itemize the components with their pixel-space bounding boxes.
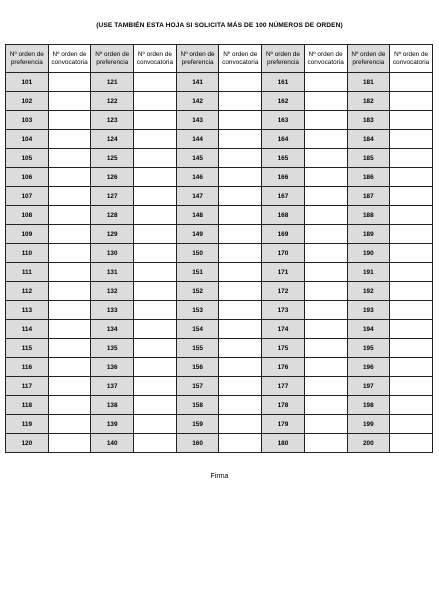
convocatoria-input-cell[interactable] [304, 301, 347, 320]
convocatoria-input-cell[interactable] [304, 92, 347, 111]
table-row [6, 168, 433, 187]
preferencia-number-cell: 131 [91, 263, 134, 282]
convocatoria-input-cell[interactable] [390, 149, 433, 168]
preferencia-number-cell: 146 [176, 168, 219, 187]
preferencia-number-cell: 133 [91, 301, 134, 320]
table-row [6, 111, 433, 130]
convocatoria-input-cell[interactable] [219, 339, 262, 358]
convocatoria-input-cell[interactable] [390, 282, 433, 301]
convocatoria-input-cell[interactable] [304, 358, 347, 377]
header-preferencia: Nº orden de preferencia [262, 45, 305, 73]
preferencia-number-cell: 141 [176, 73, 219, 92]
preferencia-number-cell: 111 [6, 263, 49, 282]
convocatoria-input-cell[interactable] [219, 396, 262, 415]
preferencia-number-cell: 123 [91, 111, 134, 130]
preferencia-number-cell: 183 [347, 111, 390, 130]
preferencia-number-cell: 194 [347, 320, 390, 339]
preferencia-number-cell: 175 [262, 339, 305, 358]
table-row [6, 73, 433, 92]
preferencia-number-cell: 130 [91, 244, 134, 263]
convocatoria-input-cell[interactable] [134, 339, 177, 358]
convocatoria-input-cell[interactable] [219, 111, 262, 130]
preferencia-number-cell: 122 [91, 92, 134, 111]
preferencia-number-cell: 198 [347, 396, 390, 415]
preferencia-number-cell: 164 [262, 130, 305, 149]
preferencia-number-cell: 116 [6, 358, 49, 377]
convocatoria-input-cell[interactable] [304, 225, 347, 244]
preferencia-number-cell: 166 [262, 168, 305, 187]
preferencia-number-cell: 104 [6, 130, 49, 149]
preferencia-number-cell: 150 [176, 244, 219, 263]
convocatoria-input-cell[interactable] [390, 301, 433, 320]
signature-label: Firma [210, 473, 229, 480]
convocatoria-input-cell[interactable] [134, 92, 177, 111]
convocatoria-input-cell[interactable] [48, 225, 91, 244]
convocatoria-input-cell[interactable] [134, 187, 177, 206]
convocatoria-input-cell[interactable] [304, 396, 347, 415]
preferencia-number-cell: 148 [176, 206, 219, 225]
header-convocatoria: Nº orden de convocatoria [390, 45, 433, 73]
preferencia-number-cell: 115 [6, 339, 49, 358]
preferencia-number-cell: 117 [6, 377, 49, 396]
convocatoria-input-cell[interactable] [134, 149, 177, 168]
header-convocatoria: Nº orden de convocatoria [134, 45, 177, 73]
convocatoria-input-cell[interactable] [390, 415, 433, 434]
convocatoria-input-cell[interactable] [48, 358, 91, 377]
preferencia-number-cell: 162 [262, 92, 305, 111]
preferencia-number-cell: 105 [6, 149, 49, 168]
preferencia-number-cell: 171 [262, 263, 305, 282]
table-row [6, 434, 433, 453]
convocatoria-input-cell[interactable] [134, 206, 177, 225]
header-convocatoria: Nº orden de convocatoria [219, 45, 262, 73]
convocatoria-input-cell[interactable] [48, 415, 91, 434]
preferencia-number-cell: 157 [176, 377, 219, 396]
preferencia-number-cell: 137 [91, 377, 134, 396]
preferencia-number-cell: 192 [347, 282, 390, 301]
table-row [6, 282, 433, 301]
preferencia-number-cell: 102 [6, 92, 49, 111]
preferencia-number-cell: 112 [6, 282, 49, 301]
convocatoria-input-cell[interactable] [48, 396, 91, 415]
table-row [6, 301, 433, 320]
convocatoria-input-cell[interactable] [219, 244, 262, 263]
preferencia-number-cell: 128 [91, 206, 134, 225]
header-preferencia: Nº orden de preferencia [91, 45, 134, 73]
preferencia-number-cell: 106 [6, 168, 49, 187]
table-row [6, 377, 433, 396]
convocatoria-input-cell[interactable] [48, 149, 91, 168]
convocatoria-input-cell[interactable] [390, 111, 433, 130]
table-row [6, 225, 433, 244]
convocatoria-input-cell[interactable] [134, 244, 177, 263]
convocatoria-input-cell[interactable] [390, 434, 433, 453]
preferencia-number-cell: 188 [347, 206, 390, 225]
convocatoria-input-cell[interactable] [304, 263, 347, 282]
convocatoria-input-cell[interactable] [48, 206, 91, 225]
preferencia-number-cell: 173 [262, 301, 305, 320]
convocatoria-input-cell[interactable] [219, 92, 262, 111]
convocatoria-input-cell[interactable] [134, 111, 177, 130]
table-row [6, 339, 433, 358]
convocatoria-input-cell[interactable] [134, 225, 177, 244]
preferencia-number-cell: 187 [347, 187, 390, 206]
preferencia-number-cell: 108 [6, 206, 49, 225]
header-preferencia: Nº orden de preferencia [6, 45, 49, 73]
convocatoria-input-cell[interactable] [219, 130, 262, 149]
preferencia-number-cell: 160 [176, 434, 219, 453]
preferencia-number-cell: 107 [6, 187, 49, 206]
preferencia-number-cell: 200 [347, 434, 390, 453]
table-row [6, 263, 433, 282]
convocatoria-input-cell[interactable] [134, 168, 177, 187]
preferencia-number-cell: 163 [262, 111, 305, 130]
convocatoria-input-cell[interactable] [48, 377, 91, 396]
preferencia-number-cell: 169 [262, 225, 305, 244]
preferencia-number-cell: 199 [347, 415, 390, 434]
convocatoria-input-cell[interactable] [134, 301, 177, 320]
preferencia-number-cell: 184 [347, 130, 390, 149]
preferencia-number-cell: 139 [91, 415, 134, 434]
table-row [6, 415, 433, 434]
convocatoria-input-cell[interactable] [134, 263, 177, 282]
preferencia-number-cell: 134 [91, 320, 134, 339]
preferencia-number-cell: 165 [262, 149, 305, 168]
convocatoria-input-cell[interactable] [219, 73, 262, 92]
preferencia-number-cell: 181 [347, 73, 390, 92]
convocatoria-input-cell[interactable] [219, 415, 262, 434]
convocatoria-input-cell[interactable] [390, 73, 433, 92]
preferencia-number-cell: 138 [91, 396, 134, 415]
convocatoria-input-cell[interactable] [390, 396, 433, 415]
header-preferencia: Nº orden de preferencia [347, 45, 390, 73]
preferencia-number-cell: 158 [176, 396, 219, 415]
convocatoria-input-cell[interactable] [48, 282, 91, 301]
preferencia-number-cell: 196 [347, 358, 390, 377]
convocatoria-input-cell[interactable] [134, 130, 177, 149]
table-header-row [6, 45, 433, 73]
preferencia-number-cell: 124 [91, 130, 134, 149]
convocatoria-input-cell[interactable] [304, 73, 347, 92]
preferencia-number-cell: 140 [91, 434, 134, 453]
preferencia-number-cell: 149 [176, 225, 219, 244]
convocatoria-input-cell[interactable] [219, 149, 262, 168]
convocatoria-input-cell[interactable] [134, 415, 177, 434]
convocatoria-input-cell[interactable] [219, 377, 262, 396]
preferencia-number-cell: 143 [176, 111, 219, 130]
table-row [6, 244, 433, 263]
convocatoria-input-cell[interactable] [390, 206, 433, 225]
convocatoria-input-cell[interactable] [304, 244, 347, 263]
convocatoria-input-cell[interactable] [304, 320, 347, 339]
convocatoria-input-cell[interactable] [134, 282, 177, 301]
preferencia-number-cell: 185 [347, 149, 390, 168]
preferencia-number-cell: 152 [176, 282, 219, 301]
convocatoria-input-cell[interactable] [48, 320, 91, 339]
convocatoria-input-cell[interactable] [390, 358, 433, 377]
preferencia-number-cell: 186 [347, 168, 390, 187]
convocatoria-input-cell[interactable] [390, 244, 433, 263]
preferencia-number-cell: 172 [262, 282, 305, 301]
preferencia-number-cell: 195 [347, 339, 390, 358]
convocatoria-input-cell[interactable] [219, 282, 262, 301]
convocatoria-input-cell[interactable] [304, 187, 347, 206]
convocatoria-input-cell[interactable] [134, 73, 177, 92]
preferencia-number-cell: 153 [176, 301, 219, 320]
convocatoria-input-cell[interactable] [304, 434, 347, 453]
convocatoria-input-cell[interactable] [219, 320, 262, 339]
convocatoria-input-cell[interactable] [134, 358, 177, 377]
convocatoria-input-cell[interactable] [304, 282, 347, 301]
table-row [6, 396, 433, 415]
instruction-note: (USE TAMBIÉN ESTA HOJA SI SOLICITA MÁS DE 100 NÚMEROS DE ORDEN) [96, 22, 343, 29]
convocatoria-input-cell[interactable] [390, 168, 433, 187]
convocatoria-input-cell[interactable] [219, 187, 262, 206]
preferencia-number-cell: 135 [91, 339, 134, 358]
convocatoria-input-cell[interactable] [219, 434, 262, 453]
preferencia-number-cell: 132 [91, 282, 134, 301]
convocatoria-input-cell[interactable] [304, 339, 347, 358]
preferencia-number-cell: 144 [176, 130, 219, 149]
convocatoria-input-cell[interactable] [390, 130, 433, 149]
preferencia-number-cell: 145 [176, 149, 219, 168]
table-row [6, 206, 433, 225]
table-row [6, 149, 433, 168]
convocatoria-input-cell[interactable] [48, 301, 91, 320]
convocatoria-input-cell[interactable] [390, 263, 433, 282]
preferencia-number-cell: 178 [262, 396, 305, 415]
convocatoria-input-cell[interactable] [48, 263, 91, 282]
preferencia-number-cell: 113 [6, 301, 49, 320]
convocatoria-input-cell[interactable] [219, 358, 262, 377]
convocatoria-input-cell[interactable] [390, 339, 433, 358]
order-number-table [5, 44, 433, 453]
preferencia-number-cell: 129 [91, 225, 134, 244]
preferencia-number-cell: 177 [262, 377, 305, 396]
convocatoria-input-cell[interactable] [304, 130, 347, 149]
convocatoria-input-cell[interactable] [134, 320, 177, 339]
preferencia-number-cell: 120 [6, 434, 49, 453]
preferencia-number-cell: 159 [176, 415, 219, 434]
convocatoria-input-cell[interactable] [304, 377, 347, 396]
preferencia-number-cell: 127 [91, 187, 134, 206]
preferencia-number-cell: 191 [347, 263, 390, 282]
preferencia-number-cell: 109 [6, 225, 49, 244]
header-preferencia: Nº orden de preferencia [176, 45, 219, 73]
preferencia-number-cell: 197 [347, 377, 390, 396]
convocatoria-input-cell[interactable] [390, 225, 433, 244]
convocatoria-input-cell[interactable] [48, 244, 91, 263]
preferencia-number-cell: 190 [347, 244, 390, 263]
convocatoria-input-cell[interactable] [219, 225, 262, 244]
convocatoria-input-cell[interactable] [134, 396, 177, 415]
preferencia-number-cell: 182 [347, 92, 390, 111]
preferencia-number-cell: 101 [6, 73, 49, 92]
preferencia-number-cell: 154 [176, 320, 219, 339]
preferencia-number-cell: 121 [91, 73, 134, 92]
convocatoria-input-cell[interactable] [304, 168, 347, 187]
preferencia-number-cell: 174 [262, 320, 305, 339]
table-row [6, 320, 433, 339]
convocatoria-input-cell[interactable] [304, 206, 347, 225]
convocatoria-input-cell[interactable] [48, 339, 91, 358]
preferencia-number-cell: 179 [262, 415, 305, 434]
preferencia-number-cell: 110 [6, 244, 49, 263]
convocatoria-input-cell[interactable] [304, 149, 347, 168]
convocatoria-input-cell[interactable] [48, 434, 91, 453]
preferencia-number-cell: 168 [262, 206, 305, 225]
table-row [6, 92, 433, 111]
preferencia-number-cell: 147 [176, 187, 219, 206]
table-body [6, 73, 433, 453]
preferencia-number-cell: 161 [262, 73, 305, 92]
convocatoria-input-cell[interactable] [219, 206, 262, 225]
preferencia-number-cell: 176 [262, 358, 305, 377]
convocatoria-input-cell[interactable] [48, 187, 91, 206]
table-row [6, 358, 433, 377]
preferencia-number-cell: 119 [6, 415, 49, 434]
convocatoria-input-cell[interactable] [219, 301, 262, 320]
header-convocatoria: Nº orden de convocatoria [304, 45, 347, 73]
table-row [6, 130, 433, 149]
convocatoria-input-cell[interactable] [390, 92, 433, 111]
preferencia-number-cell: 142 [176, 92, 219, 111]
table-row [6, 187, 433, 206]
convocatoria-input-cell[interactable] [48, 92, 91, 111]
preferencia-number-cell: 156 [176, 358, 219, 377]
preferencia-number-cell: 151 [176, 263, 219, 282]
header-convocatoria: Nº orden de convocatoria [48, 45, 91, 73]
convocatoria-input-cell[interactable] [134, 377, 177, 396]
convocatoria-input-cell[interactable] [390, 187, 433, 206]
preferencia-number-cell: 193 [347, 301, 390, 320]
convocatoria-input-cell[interactable] [304, 111, 347, 130]
convocatoria-input-cell[interactable] [390, 320, 433, 339]
preferencia-number-cell: 189 [347, 225, 390, 244]
convocatoria-input-cell[interactable] [219, 263, 262, 282]
preferencia-number-cell: 103 [6, 111, 49, 130]
preferencia-number-cell: 125 [91, 149, 134, 168]
preferencia-number-cell: 114 [6, 320, 49, 339]
preferencia-number-cell: 118 [6, 396, 49, 415]
convocatoria-input-cell[interactable] [48, 111, 91, 130]
convocatoria-input-cell[interactable] [304, 415, 347, 434]
convocatoria-input-cell[interactable] [48, 130, 91, 149]
convocatoria-input-cell[interactable] [219, 168, 262, 187]
preferencia-number-cell: 180 [262, 434, 305, 453]
preferencia-number-cell: 167 [262, 187, 305, 206]
preferencia-number-cell: 136 [91, 358, 134, 377]
preferencia-number-cell: 170 [262, 244, 305, 263]
preferencia-number-cell: 126 [91, 168, 134, 187]
preferencia-number-cell: 155 [176, 339, 219, 358]
convocatoria-input-cell[interactable] [48, 73, 91, 92]
convocatoria-input-cell[interactable] [134, 434, 177, 453]
convocatoria-input-cell[interactable] [390, 377, 433, 396]
convocatoria-input-cell[interactable] [48, 168, 91, 187]
